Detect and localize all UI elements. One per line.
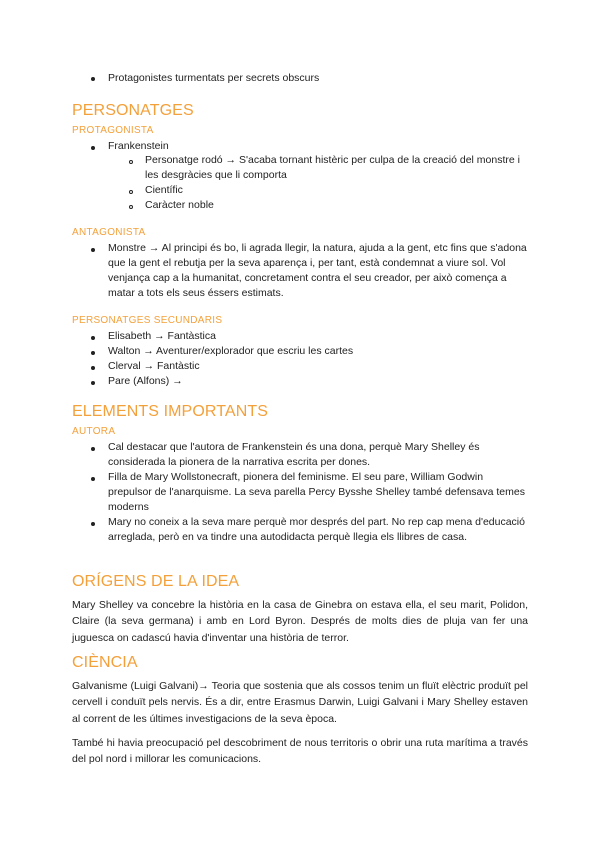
protagonista-name: Frankenstein <box>108 140 169 152</box>
protagonista-trait: Caràcter noble <box>145 199 214 211</box>
secundari-item: Walton → Aventurer/explorador que escriu les cartes <box>108 345 354 357</box>
bullet-ring <box>129 190 133 194</box>
bullet-dot <box>91 351 95 355</box>
protagonista-trait: Personatge rodó → S'acaba tornant histèric per culpa de la creació del monstre i les desgràcies que li comporta <box>145 154 520 181</box>
subheading-protagonista: PROTAGONISTA <box>72 125 154 136</box>
heading-origens: ORÍGENS DE LA IDEA <box>72 573 240 590</box>
subheading-autora: AUTORA <box>72 426 116 437</box>
ciencia-paragraph: També hi havia preocupació pel descobriment de nous territoris o obrir una ruta marítima a través del pol nord i millorar les comunicacions. <box>72 737 528 766</box>
heading-personatges: PERSONATGES <box>72 102 194 119</box>
ciencia-paragraph: Galvanisme (Luigi Galvani)→ Teoria que sostenia que als cossos tenim un fluït elèctric produït pel cervell i conduït pels nervis. És a dir, entre Erasmus Darwin, Luigi Galvani i Mary Shelley estaven al corrent de les últimes investigacions de la seva època. <box>72 680 528 725</box>
bullet-dot <box>91 522 95 526</box>
heading-ciencia: CIÈNCIA <box>72 654 138 671</box>
autora-item: Filla de Mary Wollstonecraft, pionera del feminisme. El seu pare, William Godwin prepulsor de l'anarquisme. La seva parella Percy Bysshe Shelley també defensava temes moderns <box>108 471 525 513</box>
bullet-dot <box>91 248 95 252</box>
subheading-secundaris: PERSONATGES SECUNDARIS <box>72 315 223 326</box>
secundari-item: Elisabeth → Fantàstica <box>108 330 216 342</box>
subheading-antagonista: ANTAGONISTA <box>72 227 146 238</box>
autora-item: Mary no coneix a la seva mare perquè mor després del part. No rep cap mena d'educació arreglada, però en va tindre una autodidacta perquè llegia els llibres de casa. <box>108 516 525 543</box>
bullet-dot <box>91 381 95 385</box>
bullet-dot <box>91 447 95 451</box>
bullet-dot <box>91 336 95 340</box>
secundari-item: Pare (Alfons) → <box>108 375 183 387</box>
bullet-dot <box>91 366 95 370</box>
bullet-dot <box>91 477 95 481</box>
heading-elements: ELEMENTS IMPORTANTS <box>72 403 269 420</box>
intro-bullet: Protagonistes turmentats per secrets obscurs <box>108 72 320 84</box>
origens-paragraph: Mary Shelley va concebre la història en la casa de Ginebra on estava ella, el seu marit, Polidon, Claire (la seva germana) i amb en Lord Byron. Després de molts dies de pluja van fer una juguesca on cadascú havia d'inventar una història de terror. <box>72 599 528 644</box>
secundari-item: Clerval → Fantàstic <box>108 360 200 372</box>
bullet-dot <box>91 77 95 81</box>
bullet-dot <box>91 146 95 150</box>
bullet-ring <box>129 205 133 209</box>
antagonista-text: Monstre → Al principi és bo, li agrada llegir, la natura, ajuda a la gent, etc fins que s'adona que la gent el rebutja per la seva aparença i, per tant, està condemnat a viure sol. Vol venjança cap a la humanitat, concretament contra el seu creador, per això comença a matar a tots els seus éssers estimats. <box>108 242 527 299</box>
autora-item: Cal destacar que l'autora de Frankenstein és una dona, perquè Mary Shelley és considerada la pionera de la narrativa escrita per dones. <box>108 441 480 468</box>
bullet-ring <box>129 160 133 164</box>
protagonista-trait: Científic <box>145 184 183 196</box>
